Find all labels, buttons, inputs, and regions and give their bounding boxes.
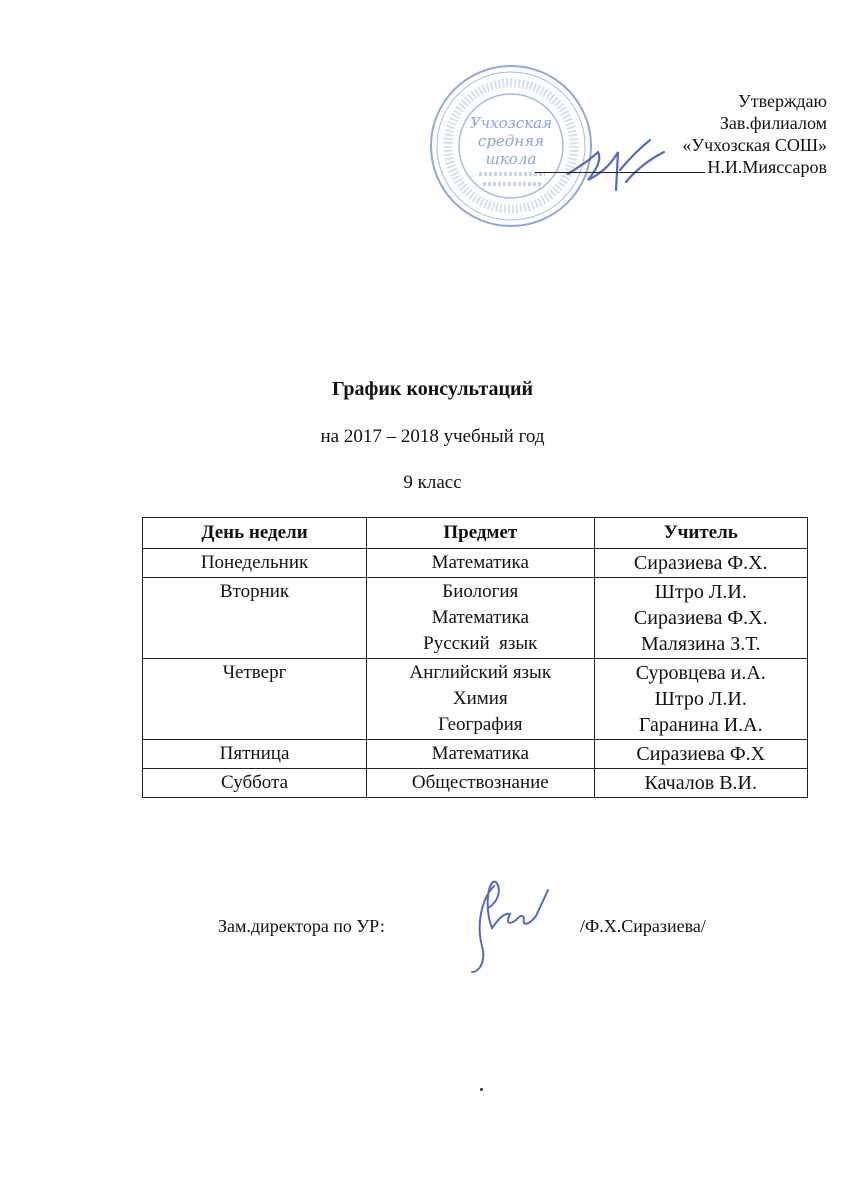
subject-cell: [367, 769, 594, 798]
teacher-item: Сиразиева Ф.Х.: [633, 607, 768, 629]
svg-text:средняя: средняя: [477, 132, 545, 150]
teacher-cell: [594, 549, 807, 578]
day-cell: Вторник: [143, 578, 367, 659]
subject-cell: [367, 659, 594, 740]
teacher-item: Качалов В.И.: [644, 772, 757, 794]
subject-item: Обществознание: [411, 772, 549, 793]
footer-position-label: Зам.директора по УР:: [218, 916, 385, 936]
document-subtitle: на 2017 – 2018 учебный год: [320, 426, 545, 447]
header-teacher: Учитель: [594, 518, 807, 549]
table-row: [143, 549, 808, 578]
header-subject: Предмет: [367, 518, 594, 549]
table-row: [143, 740, 808, 769]
subject-item: Математика: [431, 552, 529, 573]
teacher-cell: [594, 659, 807, 740]
table-header-row: [143, 518, 808, 549]
subject-cell: [367, 740, 594, 769]
svg-text:Учхозская: Учхозская: [469, 114, 553, 132]
header-day: День недели: [143, 518, 367, 549]
document-title: График консультаций: [331, 378, 534, 400]
document-grade: 9 класс: [403, 472, 462, 493]
day-cell: Пятница: [143, 740, 367, 769]
approval-line-3: «Учхозская СОШ»: [682, 135, 827, 155]
subject-item: Английский язык: [409, 662, 552, 683]
teacher-cell: [594, 740, 807, 769]
table-row: [143, 659, 808, 740]
table-row: [143, 578, 808, 659]
deputy-signature: [458, 868, 568, 978]
teacher-item: Сиразиева Ф.Х: [636, 743, 766, 765]
day-cell: Суббота: [143, 769, 367, 798]
signature-underline: [535, 172, 705, 173]
subject-cell: [367, 549, 594, 578]
subject-item: Математика: [431, 743, 529, 764]
approval-line-1: Утверждаю: [737, 91, 827, 111]
teacher-cell: [594, 769, 807, 798]
subject-item: География: [438, 714, 523, 735]
subject-item: Химия: [452, 688, 508, 709]
approval-signer: Н.И.Мияссаров: [707, 157, 827, 177]
table-row: [143, 769, 808, 798]
teacher-item: Штро Л.И.: [654, 581, 747, 603]
approval-block: [535, 90, 827, 178]
approval-signer-line: [535, 156, 827, 178]
subject-item: Математика: [431, 607, 529, 628]
consultation-schedule-table: [142, 517, 808, 798]
day-cell: Четверг: [143, 659, 367, 740]
teacher-item: Гаранина И.А.: [638, 714, 763, 736]
teacher-item: Штро Л.И.: [654, 688, 747, 710]
teacher-item: Сиразиева Ф.Х.: [633, 552, 768, 574]
page-speck: [480, 1088, 483, 1091]
svg-text:школа: школа: [485, 150, 537, 168]
day-cell: Понедельник: [143, 549, 367, 578]
footer-signer-name: /Ф.Х.Сиразиева/: [580, 916, 706, 936]
teacher-cell: [594, 578, 807, 659]
teacher-item: Малязина З.Т.: [641, 633, 761, 655]
teacher-item: Суровцева и.А.: [635, 662, 766, 684]
subject-item: Биология: [442, 581, 519, 602]
approval-line-2: Зав.филиалом: [719, 113, 827, 133]
subject-cell: [367, 578, 594, 659]
subject-item: Русский язык: [423, 633, 538, 654]
